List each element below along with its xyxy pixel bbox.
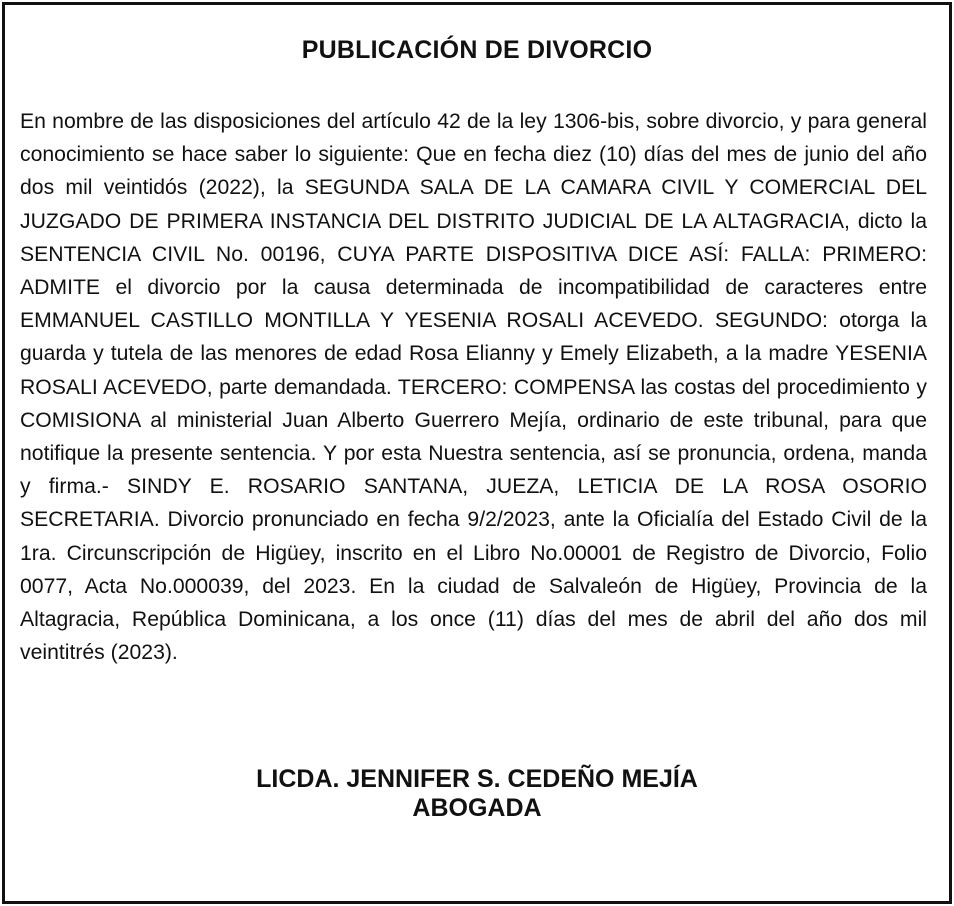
signature-role: ABOGADA [412, 794, 542, 822]
notice-body: En nombre de las disposiciones del artículo 42 de la ley 1306-bis, sobre divorcio, y para general conocimiento se hace saber lo siguiente: Que en fecha diez (10) días del mes de junio del año dos mil veintidós (2022), la SEGUNDA SALA DE LA CAMARA CIVIL Y COMERCIAL DEL JUZGADO DE PRIMERA INSTANCIA DEL DISTRITO JUDICIAL DE LA ALTAGRACIA, dicto la SENTENCIA CIVIL No. 00196, CUYA PARTE DISPOSITIVA DICE ASÍ: FALLA: PRIMERO: ADMITE el divorcio por la causa determinada de incompatibilidad de caracteres entre EMMANUEL CASTILLO MONTILLA Y YESENIA ROSALI ACEVEDO. SEGUNDO: otorga la guarda y tutela de las menores de edad Rosa Elianny y Emely Elizabeth, a la madre YESENIA ROSALI ACEVEDO, parte demandada. TERCERO: COMPENSA las costas del procedimiento y COMISIONA al ministerial Juan Alberto Guerrero Mejía, ordinario de este tribunal, para que notifique la presente sentencia. Y por esta Nuestra sentencia, así se pronuncia, ordena, manda y firma.- SINDY E. ROSARIO SANTANA, JUEZA, LETICIA DE LA ROSA OSORIO SECRETARIA. Divorcio pronunciado en fecha 9/2/2023, ante la Oficialía del Estado Civil de la 1ra. Circunscripción de Higüey, inscrito en el Libro No.00001 de Registro de Divorcio, Folio 0077, Acta No.000039, del 2023. En la ciudad de Salvaleón de Higüey, Provincia de la Altagracia, República Dominicana, a los once (11) días del mes de abril del año dos mil veintitrés (2023). [20, 110, 927, 665]
signature-block [0, 765, 954, 823]
signature-name: LICDA. JENNIFER S. CEDEÑO MEJÍA [256, 765, 698, 793]
notice-title: PUBLICACIÓN DE DIVORCIO [301, 36, 653, 64]
